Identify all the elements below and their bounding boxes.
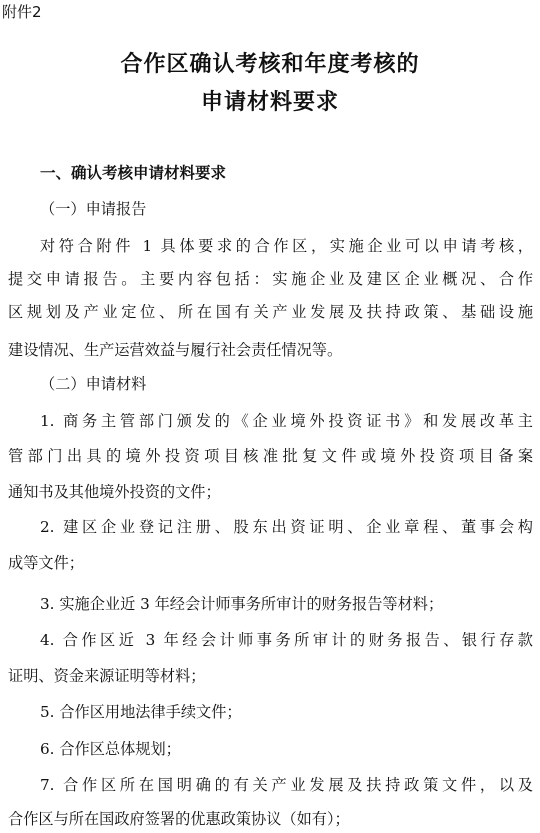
attachment-label: 附件2: [2, 3, 42, 21]
subsection-heading-application-materials: （二）申请材料: [40, 375, 147, 393]
list-item-line: 4. 合作区近 3 年经会计师事务所审计的财务报告、银行存款: [40, 631, 533, 649]
paragraph-line: 区规划及产业定位、所在国有关产业发展及扶持政策、基础设施: [8, 303, 533, 321]
list-item-line: 3. 实施企业近 3 年经会计师事务所审计的财务报告等材料；: [40, 595, 444, 613]
list-item-line: 2. 建区企业登记注册、股东出资证明、企业章程、董事会构: [40, 518, 533, 536]
list-item-line: 成等文件；: [8, 554, 84, 572]
list-item-line: 6. 合作区总体规划；: [40, 740, 181, 758]
list-item-line: 证明、资金来源证明等材料；: [8, 667, 206, 685]
list-item-line: 5. 合作区用地法律手续文件；: [40, 703, 242, 721]
paragraph-line: 提交申请报告。主要内容包括：实施企业及建区企业概况、合作: [8, 270, 533, 288]
document-title-line-1: 合作区确认考核和年度考核的: [120, 52, 420, 77]
list-item-line: 管部门出具的境外投资项目核准批复文件或境外投资项目备案: [8, 447, 533, 465]
subsection-heading-application-report: （一）申请报告: [40, 200, 147, 218]
list-item-line: 1. 商务主管部门颁发的《企业境外投资证书》和发展改革主: [40, 412, 533, 430]
list-item-line: 通知书及其他境外投资的文件；: [8, 483, 221, 501]
document-title-line-2: 申请材料要求: [200, 90, 339, 115]
list-item-line: 合作区与所在国政府签署的优惠政策协议（如有）；: [8, 810, 350, 828]
paragraph-line: 对符合附件 1 具体要求的合作区，实施企业可以申请考核，: [40, 237, 533, 255]
section-heading-1: 一、确认考核申请材料要求: [40, 164, 227, 182]
paragraph-line: 建设情况、生产运营效益与履行社会责任情况等。: [8, 341, 343, 359]
list-item-line: 7. 合作区所在国明确的有关产业发展及扶持政策文件，以及: [40, 776, 533, 794]
